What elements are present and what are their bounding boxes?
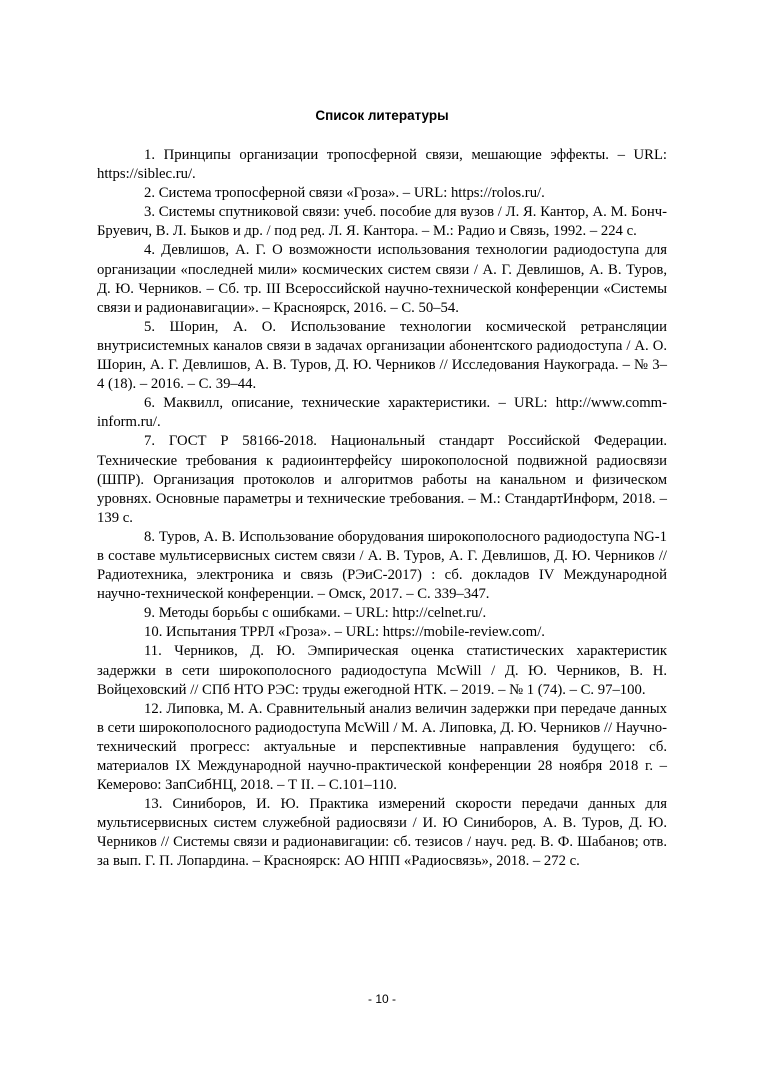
reference-item-11: 11. Черников, Д. Ю. Эмпирическая оценка статистических характеристик задержки в сети широкополосного радиодоступа McWill / Д. Ю. Черников, В. Н. Войцеховский // СПб НТО РЭС: труды ежегодной НТК. – 2019. – № 1 (74). – С. 97–100. — [97, 643, 667, 698]
page-number: - 10 - — [367, 992, 396, 1006]
reference-list — [97, 146, 667, 872]
reference-item-2: 2. Система тропосферной связи «Гроза». – URL: https://rolos.ru/. — [144, 185, 545, 202]
reference-item-1: 1. Принципы организации тропосферной связи, мешающие эффекты. – URL: https://siblec.ru/. — [97, 147, 667, 183]
reference-item-7: 7. ГОСТ Р 58166-2018. Национальный стандарт Российской Федерации. Технические требования к радиоинтерфейсу широкополосной подвижной радиосвязи (ШПР). Организация протоколов и алгоритмов работы на канальном и физическом уровнях. Основные параметры и технические требования. – М.: СтандартИнформ, 2018. – 139 с. — [97, 433, 667, 526]
reference-item-13: 13. Синиборов, И. Ю. Практика измерений скорости передачи данных для мультисервисных систем служебной радиосвязи / И. Ю Синиборов, А. В. Туров, Д. Ю. Черников // Системы связи и радионавигации: сб. тезисов / науч. ред. В. Ф. Шабанов; отв. за вып. Г. П. Лопардина. – Красноярск: АО НПП «Радиосвязь», 2018. – 272 с. — [97, 796, 667, 870]
reference-item-6: 6. Маквилл, описание, технические характеристики. – URL: http://www.comm-inform.ru/. — [97, 395, 667, 431]
reference-item-12: 12. Липовка, М. А. Сравнительный анализ величин задержки при передаче данных в сети широкополосного радиодоступа McWill / М. А. Липовка, Д. Ю. Черников // Научно-технический прогресс: актуальные и перспективные направления будущего: сб. материалов IX Международной научно-практической конференции 28 ноября 2018 г. – Кемерово: ЗапСибНЦ, 2018. – Т II. – С.101–110. — [97, 700, 667, 794]
reference-item-4: 4. Девлишов, А. Г. О возможности использования технологии радиодоступа для организации «последней мили» космических систем связи / А. Г. Девлишов, А. В. Туров, Д. Ю. Черников. – Сб. тр. III Всероссийской научно-технической конференции «Системы связи и радионавигации». – Красноярск, 2016. – С. 50–54. — [97, 242, 667, 316]
page-title: Список литературы — [315, 108, 449, 123]
reference-item-3: 3. Системы спутниковой связи: учеб. пособие для вузов / Л. Я. Кантор, А. М. Бонч-Бруевич, В. Л. Быков и др. / под ред. Л. Я. Кантора. – М.: Радио и Связь, 1992. – 224 с. — [97, 204, 667, 240]
reference-item-5: 5. Шорин, А. О. Использование технологии космической ретрансляции внутрисистемных каналов связи в задачах организации абонентского радиодоступа / А. О. Шорин, А. Г. Девлишов, А. В. Туров, Д. Ю. Черников // Исследования Наукограда. – № 3–4 (18). – 2016. – С. 39–44. — [97, 318, 667, 393]
reference-item-8: 8. Туров, А. В. Использование оборудования широкополосного радиодоступа NG-1 в составе мультисервисных систем связи / А. В. Туров, А. Г. Девлишов, Д. Ю. Черников // Радиотехника, электроника и связь (РЭиС-2017) : сб. докладов IV Международной научно-технической конференции. – Омск, 2017. – С. 339–347. — [97, 528, 667, 603]
reference-item-9: 9. Методы борьбы с ошибками. – URL: http://celnet.ru/. — [144, 605, 487, 622]
reference-item-10: 10. Испытания ТРРЛ «Гроза». – URL: https://mobile-review.com/. — [144, 624, 545, 641]
